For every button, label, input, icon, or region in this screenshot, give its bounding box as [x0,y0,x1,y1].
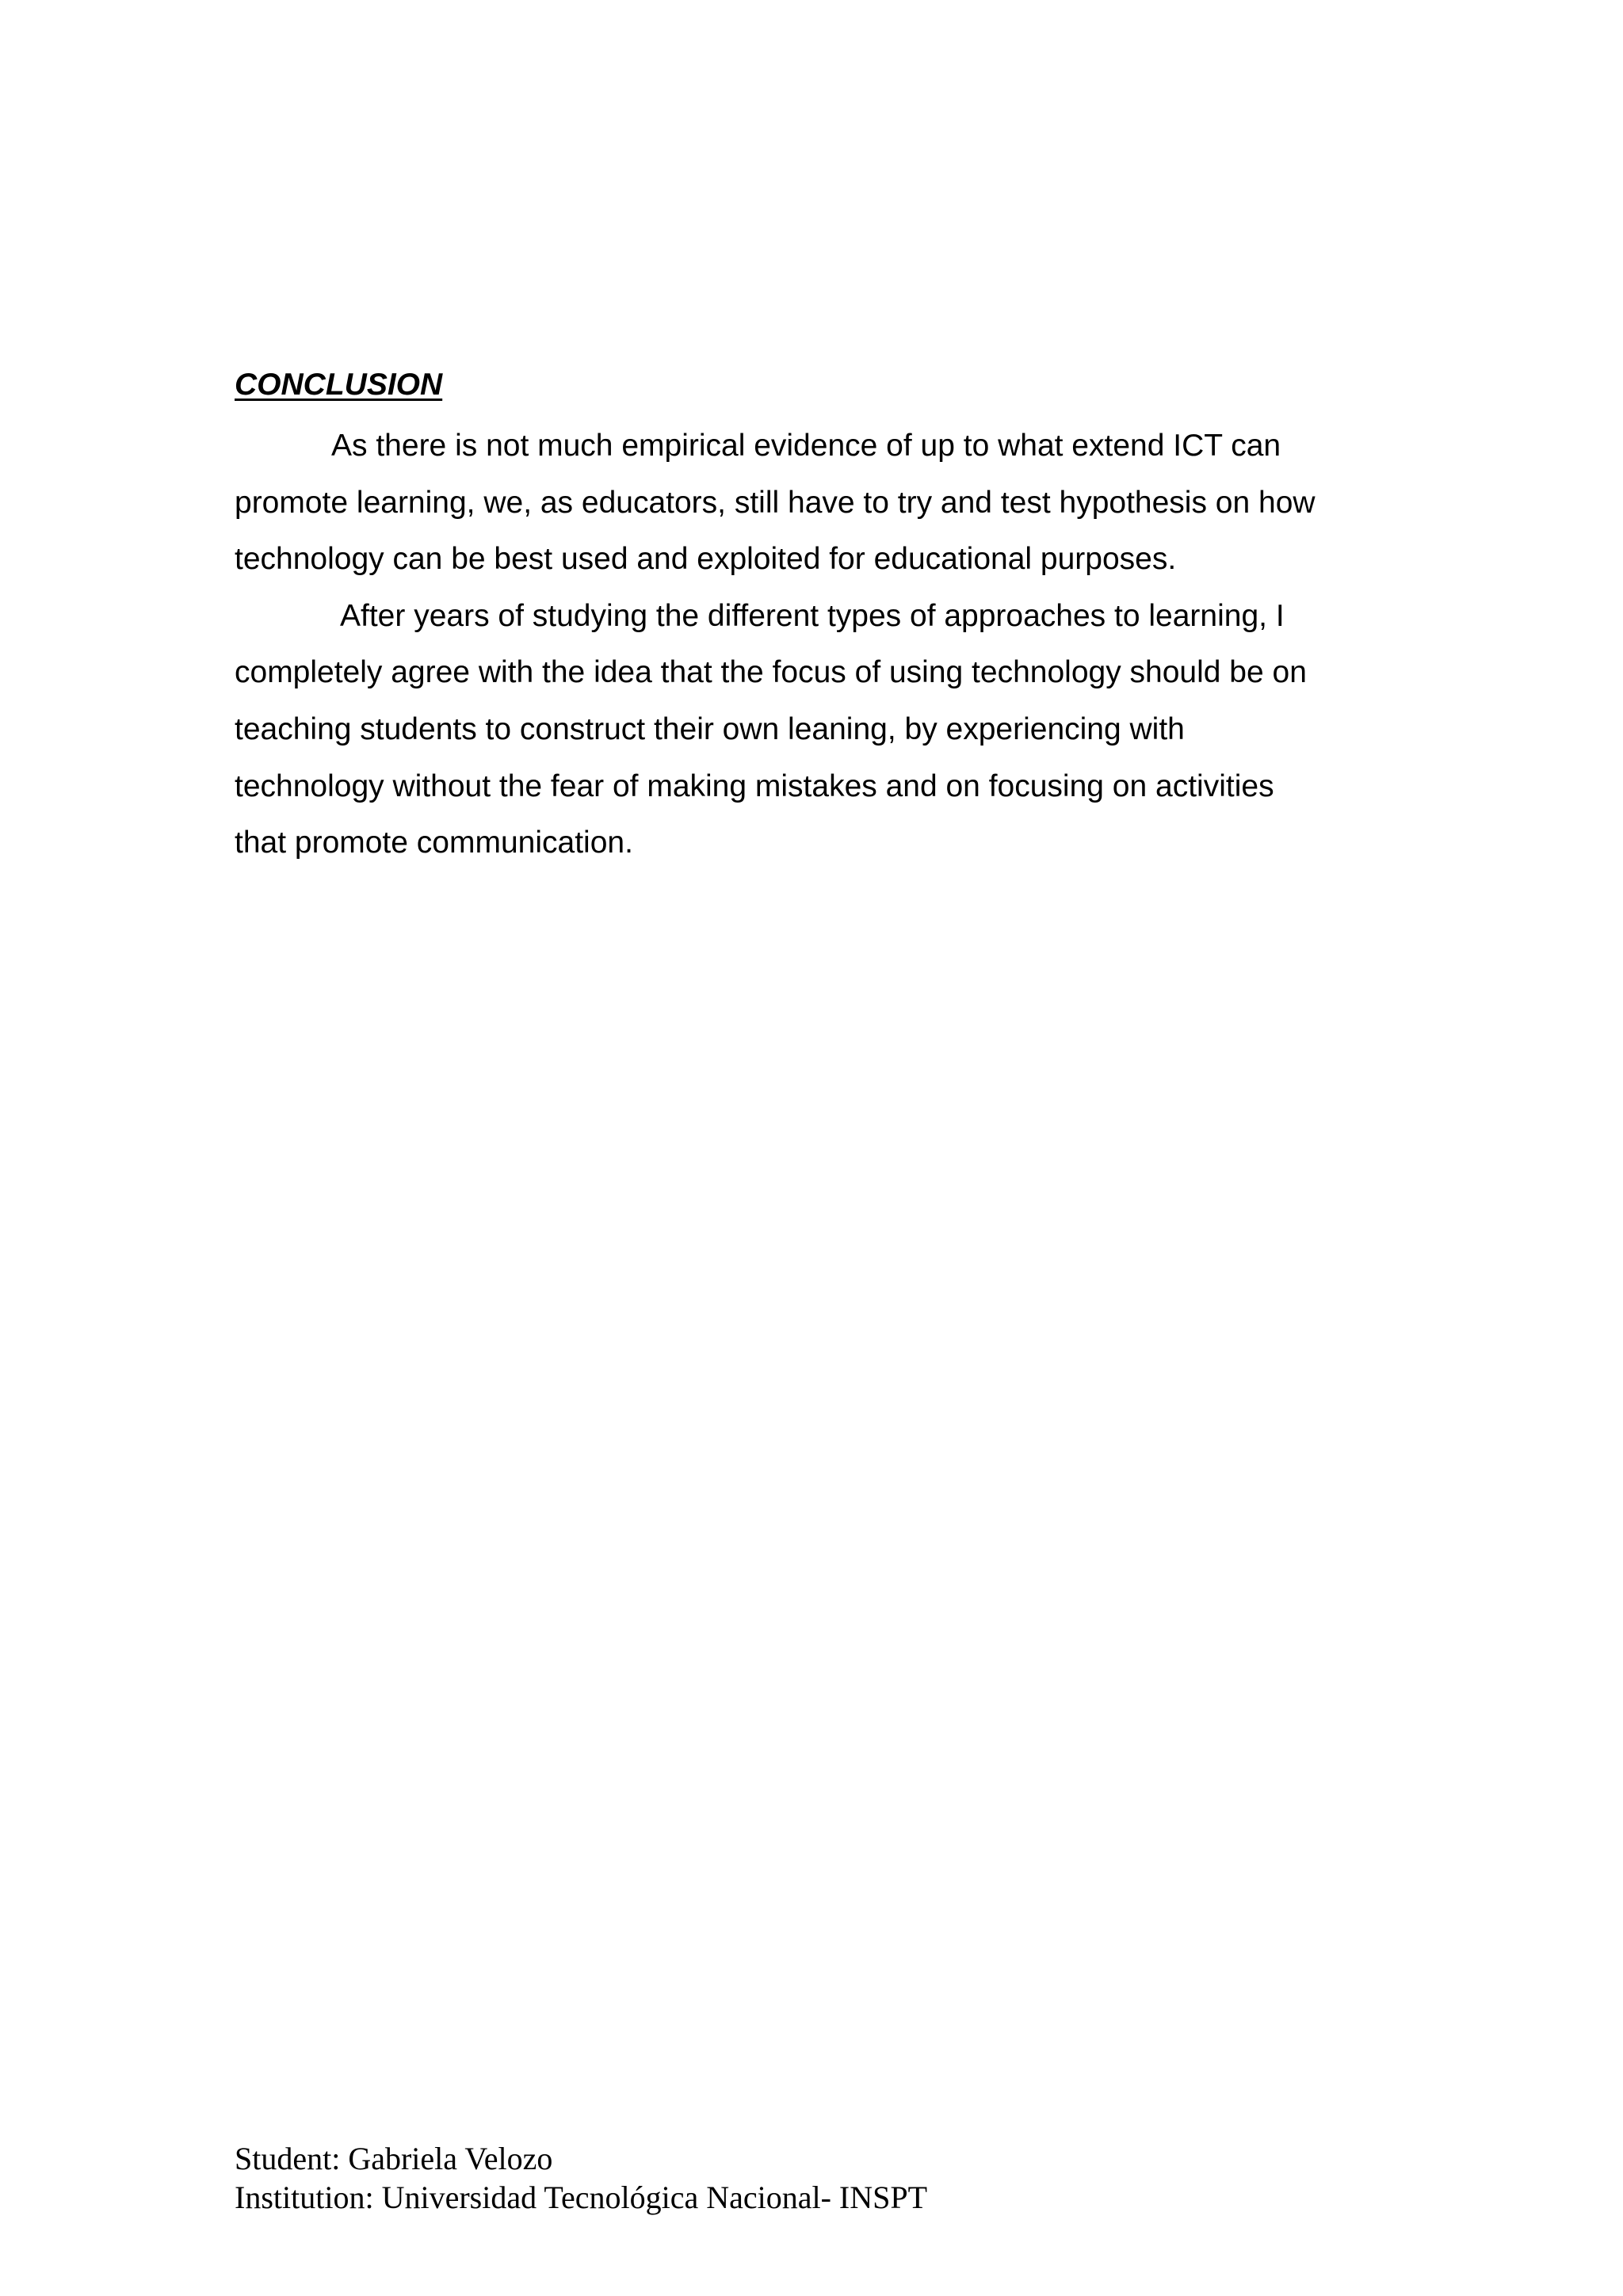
institution-name: Institution: Universidad Tecnológica Nacional- INSPT [235,2180,928,2215]
paragraph-1-line-3: technology can be best used and exploited for educational purposes. [235,542,1177,577]
page-heading: CONCLUSION [235,368,443,402]
paragraph-2-line-1: After years of studying the different types of approaches to learning, I [340,598,1285,633]
paragraph-2-line-3: teaching students to construct their own leaning, by experiencing with [235,711,1185,746]
page-footer [235,2139,927,2217]
paragraph-1-line-2: promote learning, we, as educators, still have to try and test hypothesis on how [235,485,1316,520]
paragraph-2-line-2: completely agree with the idea that the focus of using technology should be on [235,655,1307,690]
paragraph-2-line-5: that promote communication. [235,826,633,860]
paragraph-1-line-1: As there is not much empirical evidence of up to what extend ICT can [331,429,1281,463]
body-text [235,418,1423,871]
paragraph-2-line-4: technology without the fear of making mistakes and on focusing on activities [235,769,1274,803]
student-name: Student: Gabriela Velozo [235,2141,553,2176]
